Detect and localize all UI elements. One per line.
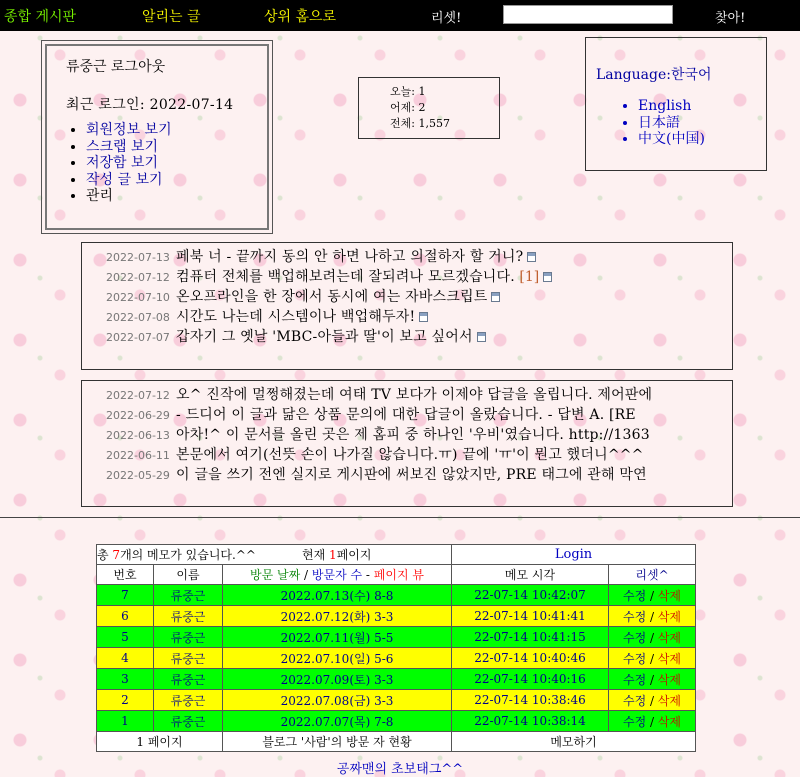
memo-num: 1 bbox=[97, 711, 154, 732]
nav-link-notice[interactable]: 알리는 글 bbox=[142, 9, 201, 25]
post-date: 2022-07-08 bbox=[106, 311, 170, 324]
delete-link[interactable]: 삭제 bbox=[657, 651, 682, 666]
header-num: 번호 bbox=[97, 565, 154, 585]
memo-actions: 수정 / 삭제 bbox=[609, 669, 696, 690]
recent-post-row[interactable] bbox=[106, 247, 732, 267]
post-date: 2022-07-07 bbox=[106, 331, 170, 344]
memo-name[interactable]: 류중근 bbox=[154, 585, 223, 606]
edit-link[interactable]: 수정 bbox=[622, 672, 647, 687]
memo-row bbox=[97, 648, 696, 669]
recent-replies-panel bbox=[81, 380, 733, 507]
edit-link[interactable]: 수정 bbox=[622, 588, 647, 603]
reply-date: 2022-05-29 bbox=[106, 469, 170, 482]
recent-reply-row[interactable] bbox=[106, 425, 732, 445]
language-panel bbox=[585, 37, 767, 171]
visit-status-title: 블로그 '사람'의 방문 자 현황 bbox=[223, 732, 452, 752]
recent-reply-row[interactable] bbox=[106, 405, 732, 425]
post-date: 2022-07-12 bbox=[106, 271, 170, 284]
nav-link-board[interactable]: 종합 게시판 bbox=[4, 9, 77, 25]
recent-post-row[interactable] bbox=[106, 327, 732, 347]
delete-link[interactable]: 삭제 bbox=[657, 693, 682, 708]
memo-table bbox=[96, 544, 696, 752]
memo-name[interactable]: 류중근 bbox=[154, 690, 223, 711]
my-posts-link[interactable]: 작성 글 보기 bbox=[86, 171, 163, 188]
memo-actions: 수정 / 삭제 bbox=[609, 627, 696, 648]
search-button[interactable]: 찾아! bbox=[715, 11, 746, 26]
language-option-english[interactable]: • English bbox=[638, 98, 766, 115]
admin-link[interactable]: • 관리 bbox=[86, 188, 267, 205]
nav-link-home[interactable]: 상위 홈으로 bbox=[264, 9, 337, 25]
memo-visit: 2022.07.11(월) 5-5 bbox=[223, 627, 452, 648]
current-page: 현재 1페이지 bbox=[223, 545, 452, 565]
section-divider bbox=[0, 517, 800, 518]
memo-name[interactable]: 류중근 bbox=[154, 648, 223, 669]
memo-num: 6 bbox=[97, 606, 154, 627]
login-panel bbox=[41, 40, 273, 234]
memo-num: 7 bbox=[97, 585, 154, 606]
post-date: 2022-07-10 bbox=[106, 291, 170, 304]
memo-num: 4 bbox=[97, 648, 154, 669]
member-info-link[interactable]: 회원정보 보기 bbox=[86, 122, 172, 138]
comment-count: [1] bbox=[519, 269, 540, 285]
visitor-counter bbox=[358, 77, 500, 139]
memo-row bbox=[97, 690, 696, 711]
document-icon bbox=[491, 292, 500, 302]
login-panel-inner bbox=[45, 44, 269, 230]
memo-actions: 수정 / 삭제 bbox=[609, 690, 696, 711]
edit-link[interactable]: 수정 bbox=[622, 714, 647, 729]
memo-login-link[interactable]: Login bbox=[452, 545, 696, 565]
post-date: 2022-07-13 bbox=[106, 251, 170, 264]
recent-post-row[interactable] bbox=[106, 307, 732, 327]
memo-row bbox=[97, 669, 696, 690]
counter-total: 전체: 1,557 bbox=[390, 117, 450, 130]
search-input[interactable] bbox=[503, 5, 673, 24]
post-title[interactable]: 온오프라인을 한 장에서 동시에 여는 자바스크립트 bbox=[176, 289, 488, 305]
header-name: 이름 bbox=[154, 565, 223, 585]
write-memo-button[interactable]: 메모하기 bbox=[452, 732, 696, 752]
memo-visit: 2022.07.12(화) 3-3 bbox=[223, 606, 452, 627]
memo-time: 22-07-14 10:42:07 bbox=[452, 585, 609, 606]
edit-link[interactable]: 수정 bbox=[622, 651, 647, 666]
memo-name[interactable]: 류중근 bbox=[154, 669, 223, 690]
memo-name[interactable]: 류중근 bbox=[154, 711, 223, 732]
post-title[interactable]: 컴퓨터 전체를 백업해보려는데 잘되려나 모르겠습니다. bbox=[176, 269, 515, 285]
logout-link[interactable]: 류중근 로그아웃 bbox=[66, 59, 166, 75]
footer-link[interactable]: 공짜맨의 초보태그^^ bbox=[336, 762, 464, 777]
memo-time: 22-07-14 10:40:16 bbox=[452, 669, 609, 690]
document-icon bbox=[543, 272, 552, 282]
language-option-japanese[interactable]: • 日本語 bbox=[638, 115, 766, 132]
memo-footer-row bbox=[97, 732, 696, 752]
delete-link[interactable]: 삭제 bbox=[657, 630, 682, 645]
memo-actions: 수정 / 삭제 bbox=[609, 606, 696, 627]
member-menu-item[interactable] bbox=[86, 139, 267, 156]
delete-link[interactable]: 삭제 bbox=[657, 609, 682, 624]
memo-visit: 2022.07.10(일) 5-6 bbox=[223, 648, 452, 669]
member-menu bbox=[66, 122, 267, 205]
memo-summary-row bbox=[97, 545, 696, 565]
memo-time: 22-07-14 10:40:46 bbox=[452, 648, 609, 669]
page-list[interactable]: 1 페이지 bbox=[97, 732, 223, 752]
memo-actions: 수정 / 삭제 bbox=[609, 585, 696, 606]
post-title[interactable]: 페북 너 - 끝까지 동의 안 하면 나하고 의절하자 할 거니? bbox=[176, 249, 524, 265]
reply-date: 2022-06-29 bbox=[106, 409, 170, 422]
memo-actions: 수정 / 삭제 bbox=[609, 711, 696, 732]
reply-date: 2022-06-11 bbox=[106, 449, 170, 462]
reply-date: 2022-06-13 bbox=[106, 429, 170, 442]
header-reset-link[interactable]: 리셋^ bbox=[609, 565, 696, 585]
memo-row bbox=[97, 711, 696, 732]
language-list bbox=[596, 98, 766, 148]
memo-num: 5 bbox=[97, 627, 154, 648]
memo-visit: 2022.07.13(수) 8-8 bbox=[223, 585, 452, 606]
recent-reply-row[interactable] bbox=[106, 385, 732, 405]
memo-visit: 2022.07.07(목) 7-8 bbox=[223, 711, 452, 732]
delete-link[interactable]: 삭제 bbox=[657, 588, 682, 603]
reply-text[interactable]: - 드디어 이 글과 닮은 상품 문의에 대한 답글이 올랐습니다. - 답변 A. [RE bbox=[176, 407, 636, 423]
header-time: 메모 시각 bbox=[452, 565, 609, 585]
reply-text[interactable]: 오^ 진작에 멀쩡해졌는데 여태 TV 보다가 이제야 답글을 올립니다. 제어판에 bbox=[176, 387, 653, 403]
memo-num: 3 bbox=[97, 669, 154, 690]
counter-yesterday: 어제: 2 bbox=[390, 101, 426, 114]
reply-text[interactable]: 이 글을 쓰기 전엔 실지로 게시판에 써보진 않았지만, PRE 태그에 관해 막연 bbox=[176, 467, 647, 483]
delete-link[interactable]: 삭제 bbox=[657, 714, 682, 729]
reply-text[interactable]: 본문에서 여기(선뜻 손이 나가질 않습니다.ㅠ) 끝에 'ㅠ'이 뭔고 했더니^^^ bbox=[176, 447, 644, 463]
memo-name[interactable]: 류중근 bbox=[154, 627, 223, 648]
saved-link[interactable]: 저장함 보기 bbox=[86, 155, 159, 171]
counter-today: 오늘: 1 bbox=[390, 85, 426, 98]
memo-time: 22-07-14 10:41:41 bbox=[452, 606, 609, 627]
header-visit: 방문 날짜 / 방문자 수 - 페이지 뷰 bbox=[223, 565, 452, 585]
memo-time: 22-07-14 10:41:15 bbox=[452, 627, 609, 648]
reply-text[interactable]: 아차!^ 이 문서를 올린 곳은 제 홈피 중 하나인 '우비'였습니다. http://1363 bbox=[176, 427, 650, 443]
memo-summary: 총 7개의 메모가 있습니다.^^ bbox=[97, 545, 223, 565]
memo-row bbox=[97, 606, 696, 627]
member-menu-item[interactable] bbox=[86, 122, 267, 139]
post-title[interactable]: 시간도 나는데 시스템이나 백업해두자! bbox=[176, 309, 416, 325]
language-option-chinese[interactable]: • 中文(中国) bbox=[638, 131, 766, 148]
memo-name[interactable]: 류중근 bbox=[154, 606, 223, 627]
document-icon bbox=[419, 312, 428, 322]
memo-row bbox=[97, 585, 696, 606]
document-icon bbox=[477, 332, 486, 342]
scrap-link[interactable]: 스크랩 보기 bbox=[86, 138, 159, 155]
recent-reply-row[interactable] bbox=[106, 465, 732, 485]
document-icon bbox=[527, 252, 536, 262]
language-label: Language:한국어 bbox=[596, 67, 712, 83]
top-bar bbox=[0, 0, 800, 31]
recent-post-row[interactable] bbox=[106, 267, 732, 287]
edit-link[interactable]: 수정 bbox=[622, 609, 647, 624]
edit-link[interactable]: 수정 bbox=[622, 630, 647, 645]
recent-post-row[interactable] bbox=[106, 287, 732, 307]
memo-row bbox=[97, 627, 696, 648]
edit-link[interactable]: 수정 bbox=[622, 693, 647, 708]
memo-visit: 2022.07.09(토) 3-3 bbox=[223, 669, 452, 690]
post-title[interactable]: 갑자기 그 옛날 'MBC-아들과 딸'이 보고 싶어서 bbox=[176, 329, 473, 345]
memo-time: 22-07-14 10:38:46 bbox=[452, 690, 609, 711]
memo-header-row bbox=[97, 565, 696, 585]
member-menu-item[interactable] bbox=[86, 172, 267, 189]
last-login-text: 최근 로그인: 2022-07-14 bbox=[66, 97, 234, 113]
memo-time: 22-07-14 10:38:14 bbox=[452, 711, 609, 732]
memo-actions: 수정 / 삭제 bbox=[609, 648, 696, 669]
recent-posts-panel bbox=[81, 242, 733, 370]
delete-link[interactable]: 삭제 bbox=[657, 672, 682, 687]
reset-button[interactable]: 리셋! bbox=[431, 11, 462, 26]
memo-visit: 2022.07.08(금) 3-3 bbox=[223, 690, 452, 711]
recent-reply-row[interactable] bbox=[106, 445, 732, 465]
memo-num: 2 bbox=[97, 690, 154, 711]
member-menu-item[interactable] bbox=[86, 155, 267, 172]
reply-date: 2022-07-12 bbox=[106, 389, 170, 402]
